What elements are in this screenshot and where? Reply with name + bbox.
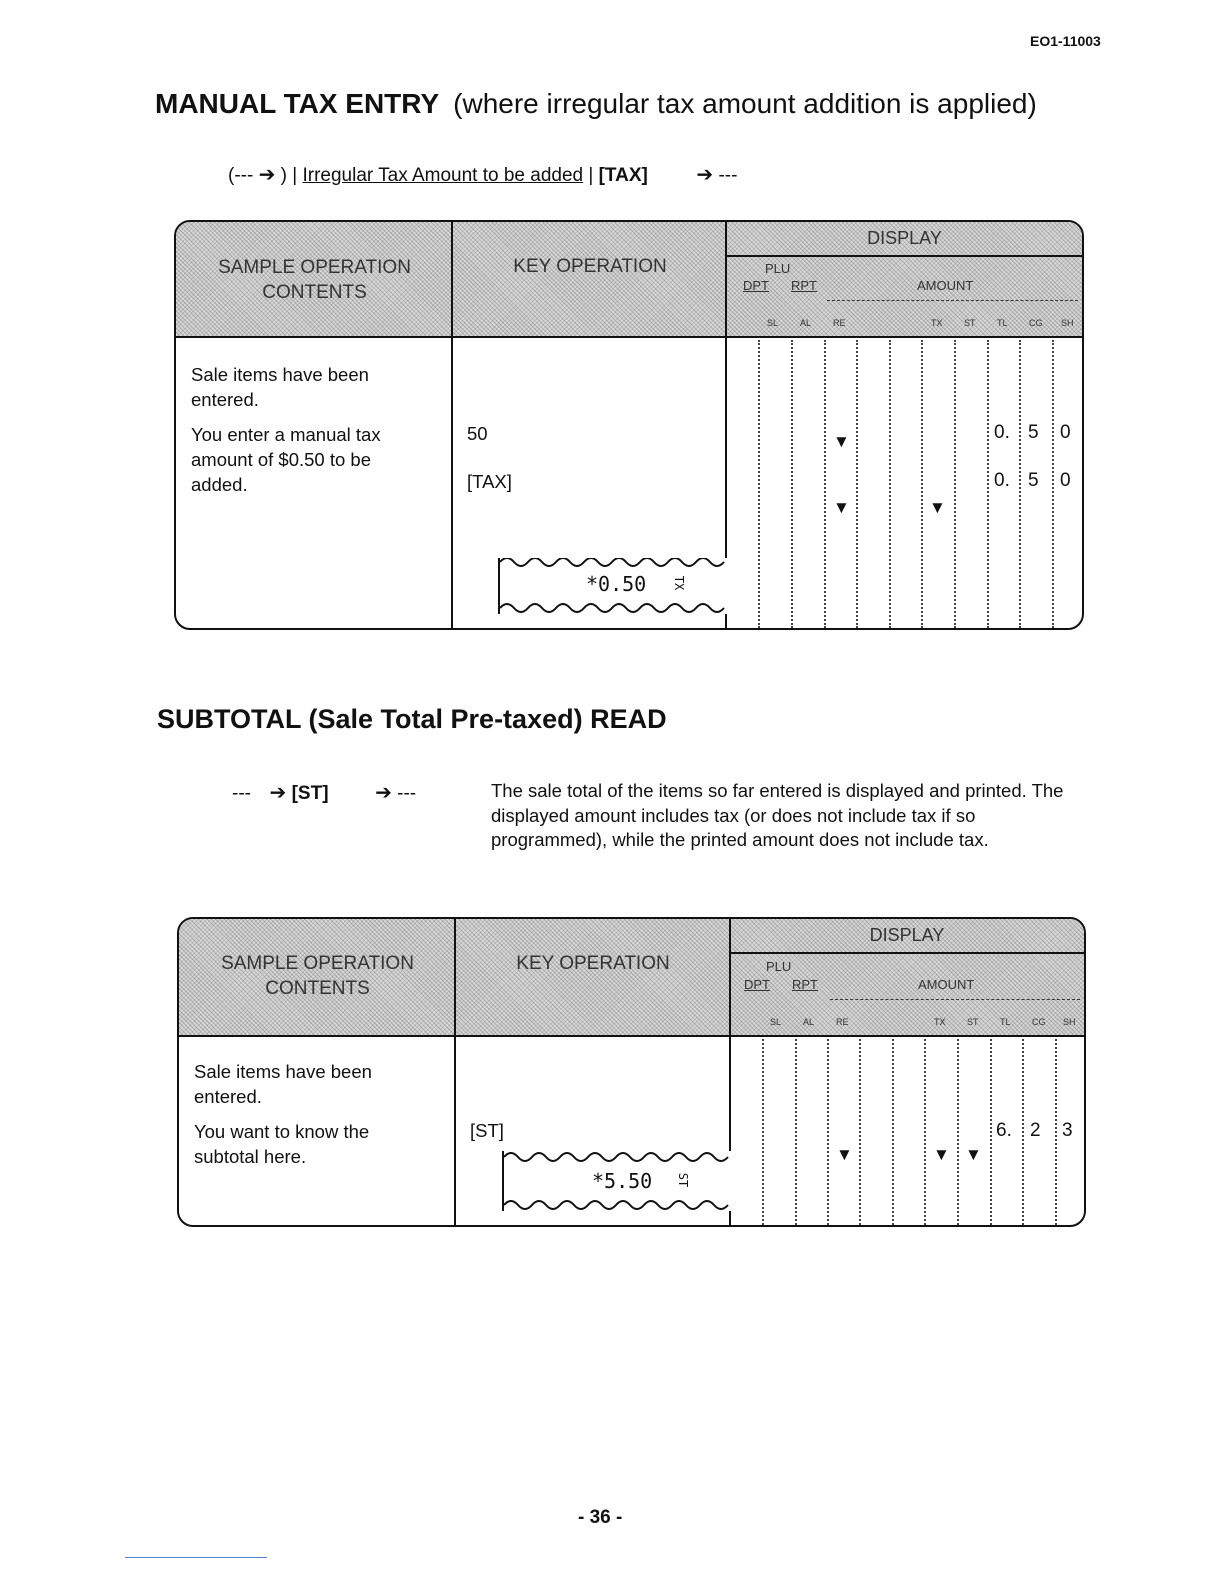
indicator-arrow-re: ▼ bbox=[836, 1145, 853, 1164]
contents-line-1: Sale items have been entered. bbox=[191, 364, 369, 410]
arrow-icon: ➔ bbox=[258, 164, 276, 186]
indicator-arrow-re: ▼ bbox=[833, 498, 850, 517]
ind-al: AL bbox=[803, 1017, 815, 1027]
section-subtitle: (where irregular tax amount addition is applied) bbox=[453, 88, 1037, 119]
ind-sl: SL bbox=[770, 1017, 782, 1027]
rpt-label: RPT bbox=[791, 278, 817, 293]
seq-bar-left: | bbox=[292, 165, 298, 186]
header-contents-cell bbox=[179, 919, 456, 1036]
ind-tl: TL bbox=[997, 318, 1008, 328]
key-sequence-tax bbox=[228, 162, 737, 187]
ind-sh: SH bbox=[1063, 1017, 1076, 1027]
plu-label: PLU bbox=[765, 261, 791, 276]
subtotal-description: The sale total of the items so far entered is displayed and printed. The displayed amount includes tax (or does not include tax if so programmed), while the printed amount does not include tax. bbox=[491, 780, 1064, 850]
section-title: MANUAL TAX ENTRY bbox=[155, 88, 440, 119]
operation-table-subtotal bbox=[177, 917, 1086, 1227]
header-contents-cell bbox=[176, 222, 453, 337]
display-digit: 5 bbox=[1028, 422, 1039, 443]
indicator-arrow-tx: ▼ bbox=[929, 498, 946, 517]
display-digit: 0. bbox=[994, 470, 1010, 491]
seq-tax-key: [TAX] bbox=[598, 165, 648, 186]
dpt-label: DPT bbox=[744, 977, 770, 992]
receipt-amount: *0.50 bbox=[586, 572, 647, 596]
ind-cg: CG bbox=[1029, 318, 1043, 328]
header-display-cell bbox=[727, 222, 1082, 337]
seq-start: (--- bbox=[228, 165, 254, 186]
ind-re: RE bbox=[833, 318, 846, 328]
key-op-st: [ST] bbox=[470, 1120, 504, 1141]
display-digit: 3 bbox=[1062, 1120, 1073, 1141]
receipt-tag: ST bbox=[676, 1172, 691, 1188]
receipt-amount: *5.50 bbox=[592, 1169, 653, 1193]
bottom-rule bbox=[125, 1557, 267, 1558]
section-title-manual-tax-entry bbox=[155, 88, 1037, 120]
ind-re: RE bbox=[836, 1017, 849, 1027]
receipt-printout bbox=[498, 558, 728, 614]
document-id: EO1-11003 bbox=[1030, 33, 1101, 49]
receipt-tag: TX bbox=[672, 575, 687, 591]
ind-cg: CG bbox=[1032, 1017, 1046, 1027]
indicator-arrow-re: ▼ bbox=[833, 432, 850, 451]
seq-paren: ) bbox=[280, 165, 287, 186]
indicator-arrow-st: ▼ bbox=[965, 1145, 982, 1164]
receipt-printout bbox=[502, 1151, 732, 1211]
header-key-cell bbox=[453, 222, 727, 337]
ind-tx: TX bbox=[934, 1017, 946, 1027]
dpt-label: DPT bbox=[743, 278, 769, 293]
header-key-label: KEY OPERATION bbox=[516, 953, 670, 974]
ind-st: ST bbox=[964, 318, 976, 328]
rpt-label: RPT bbox=[792, 977, 818, 992]
header-display-cell bbox=[730, 919, 1084, 1036]
ind-sl: SL bbox=[767, 318, 779, 328]
display-digit: 2 bbox=[1030, 1120, 1041, 1141]
page-number: - 36 - bbox=[578, 1507, 623, 1528]
display-digit: 0. bbox=[994, 422, 1010, 443]
display-digit: 0 bbox=[1060, 422, 1071, 443]
seq-st-key: [ST] bbox=[291, 783, 329, 804]
display-digit: 0 bbox=[1060, 470, 1071, 491]
ind-sh: SH bbox=[1061, 318, 1074, 328]
display-digit: 6. bbox=[996, 1120, 1012, 1141]
contents-line-1: Sale items have been entered. bbox=[194, 1061, 372, 1107]
display-digit: 5 bbox=[1028, 470, 1039, 491]
seq-end: --- bbox=[397, 783, 417, 804]
indicator-arrow-tx: ▼ bbox=[933, 1145, 950, 1164]
arrow-icon: ➔ bbox=[269, 782, 287, 804]
ind-st: ST bbox=[967, 1017, 979, 1027]
contents-line-2: You enter a manual tax amount of $0.50 to be added. bbox=[191, 424, 381, 495]
amount-label: AMOUNT bbox=[917, 278, 974, 293]
ind-al: AL bbox=[800, 318, 812, 328]
header-key-label: KEY OPERATION bbox=[513, 256, 667, 277]
seq-end: --- bbox=[718, 165, 738, 186]
ind-tl: TL bbox=[1000, 1017, 1011, 1027]
header-display-label: DISPLAY bbox=[869, 925, 945, 945]
amount-label: AMOUNT bbox=[918, 977, 975, 992]
seq-bar-right: | bbox=[588, 165, 594, 186]
contents-line-2: You want to know the subtotal here. bbox=[194, 1121, 370, 1167]
header-contents-label: SAMPLE OPERATION CONTENTS bbox=[221, 953, 414, 999]
arrow-icon: ➔ bbox=[696, 164, 714, 186]
seq-irregular-tax: Irregular Tax Amount to be added bbox=[302, 165, 584, 186]
section-title-subtotal: SUBTOTAL (Sale Total Pre-taxed) READ bbox=[157, 704, 667, 734]
key-op-50: 50 bbox=[467, 423, 488, 444]
ind-tx: TX bbox=[931, 318, 943, 328]
operation-table-tax bbox=[174, 220, 1084, 630]
header-key-cell bbox=[456, 919, 730, 1036]
key-sequence-st bbox=[232, 780, 416, 805]
key-op-tax: [TAX] bbox=[467, 471, 512, 492]
arrow-icon: ➔ bbox=[375, 782, 392, 804]
header-contents-label: SAMPLE OPERATION CONTENTS bbox=[218, 257, 411, 303]
header-display-label: DISPLAY bbox=[867, 228, 942, 248]
plu-label: PLU bbox=[766, 959, 792, 974]
seq-start: --- bbox=[232, 783, 251, 804]
